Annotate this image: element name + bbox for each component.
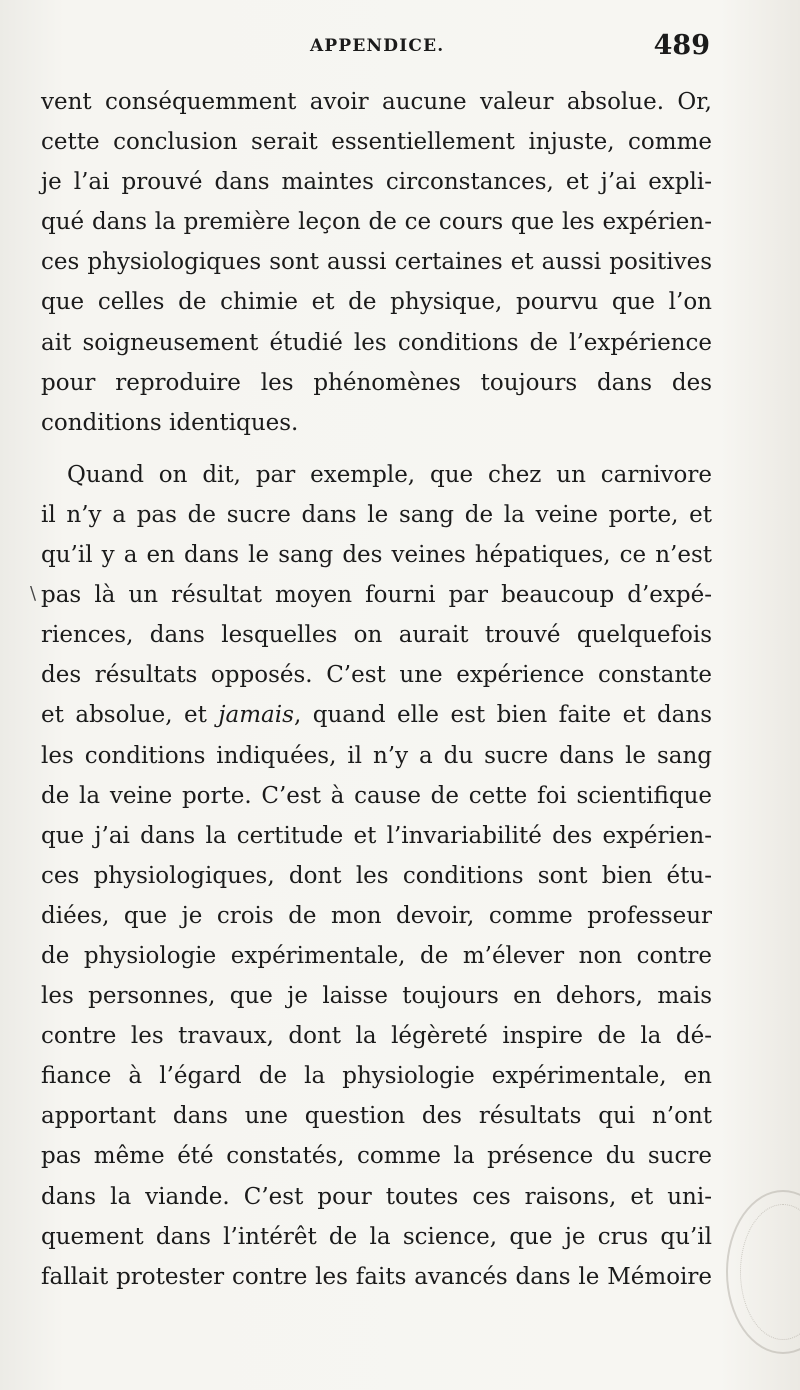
text-line: je l’ai prouvé dans maintes circonstances, et j’ai expli- [41,169,712,196]
text-line: que celles de chimie et de physique, pourvu que l’on [41,289,712,316]
text-line: riences, dans lesquelles on aurait trouvé quelquefois [41,622,712,649]
text-line: des résultats opposés. C’est une expérience constante [41,662,712,689]
text-line: les conditions indiquées, il n’y a du sucre dans le sang [41,742,712,769]
page-header [40,30,712,70]
text-line: fiance à l’égard de la physiologie expérimentale, en [41,1063,712,1090]
text-line: cette conclusion serait essentiellement injuste, comme [41,129,712,156]
text-line: Quand on dit, par exemple, que chez un carnivore [67,461,712,488]
running-head: APPENDICE. [310,36,445,56]
body-text [41,82,712,1297]
text-line: et absolue, et jamais, quand elle est bien faite et dans [41,702,712,729]
text-line: il n’y a pas de sucre dans le sang de la veine porte, et [41,501,712,528]
text-line: de la veine porte. C’est à cause de cette foi scientifique [41,782,712,809]
text-line: fallait protester contre les faits avancés dans le Mémoire [41,1263,712,1290]
text-line: ait soigneusement étudié les conditions de l’expérience [41,329,712,356]
text-line: de physiologie expérimentale, de m’élever non contre [41,942,712,969]
paragraph-2 [41,455,712,1297]
text-line: pour reproduire les phénomènes toujours dans des [41,369,712,396]
text-line: dans la viande. C’est pour toutes ces raisons, et uni- [41,1183,712,1210]
emphasis: jamais [218,702,294,729]
text-line: qu’il y a en dans le sang des veines hépatiques, ce n’est [41,542,712,569]
margin-mark: \ [30,583,37,604]
text-line: conditions identiques. [41,409,299,436]
text-line: ces physiologiques sont aussi certaines et aussi positives [41,249,712,276]
text-line: pas même été constatés, comme la présence du sucre [41,1143,712,1170]
text-line: ces physiologiques, dont les conditions sont bien étu- [41,862,712,889]
page-number: 489 [653,30,710,61]
paragraph-1 [41,82,712,443]
paragraph-gap [41,443,712,455]
text-line: quement dans l’intérêt de la science, que je crus qu’il [41,1223,712,1250]
library-stamp [726,1190,800,1354]
library-stamp-ring [740,1204,800,1340]
text-line: que j’ai dans la certitude et l’invariabilité des expérien- [41,822,712,849]
text-line: qué dans la première leçon de ce cours que les expérien- [41,209,712,236]
text-line: les personnes, que je laisse toujours en dehors, mais [41,983,712,1010]
text-line: vent conséquemment avoir aucune valeur absolue. Or, [41,89,712,115]
text-line: pas là un résultat moyen fourni par beaucoup d’expé- [41,582,712,609]
text-line: contre les travaux, dont la légèreté inspire de la dé- [41,1023,712,1050]
text-line: apportant dans une question des résultats qui n’ont [41,1103,712,1130]
text-line: diées, que je crois de mon devoir, comme professeur [41,902,712,929]
